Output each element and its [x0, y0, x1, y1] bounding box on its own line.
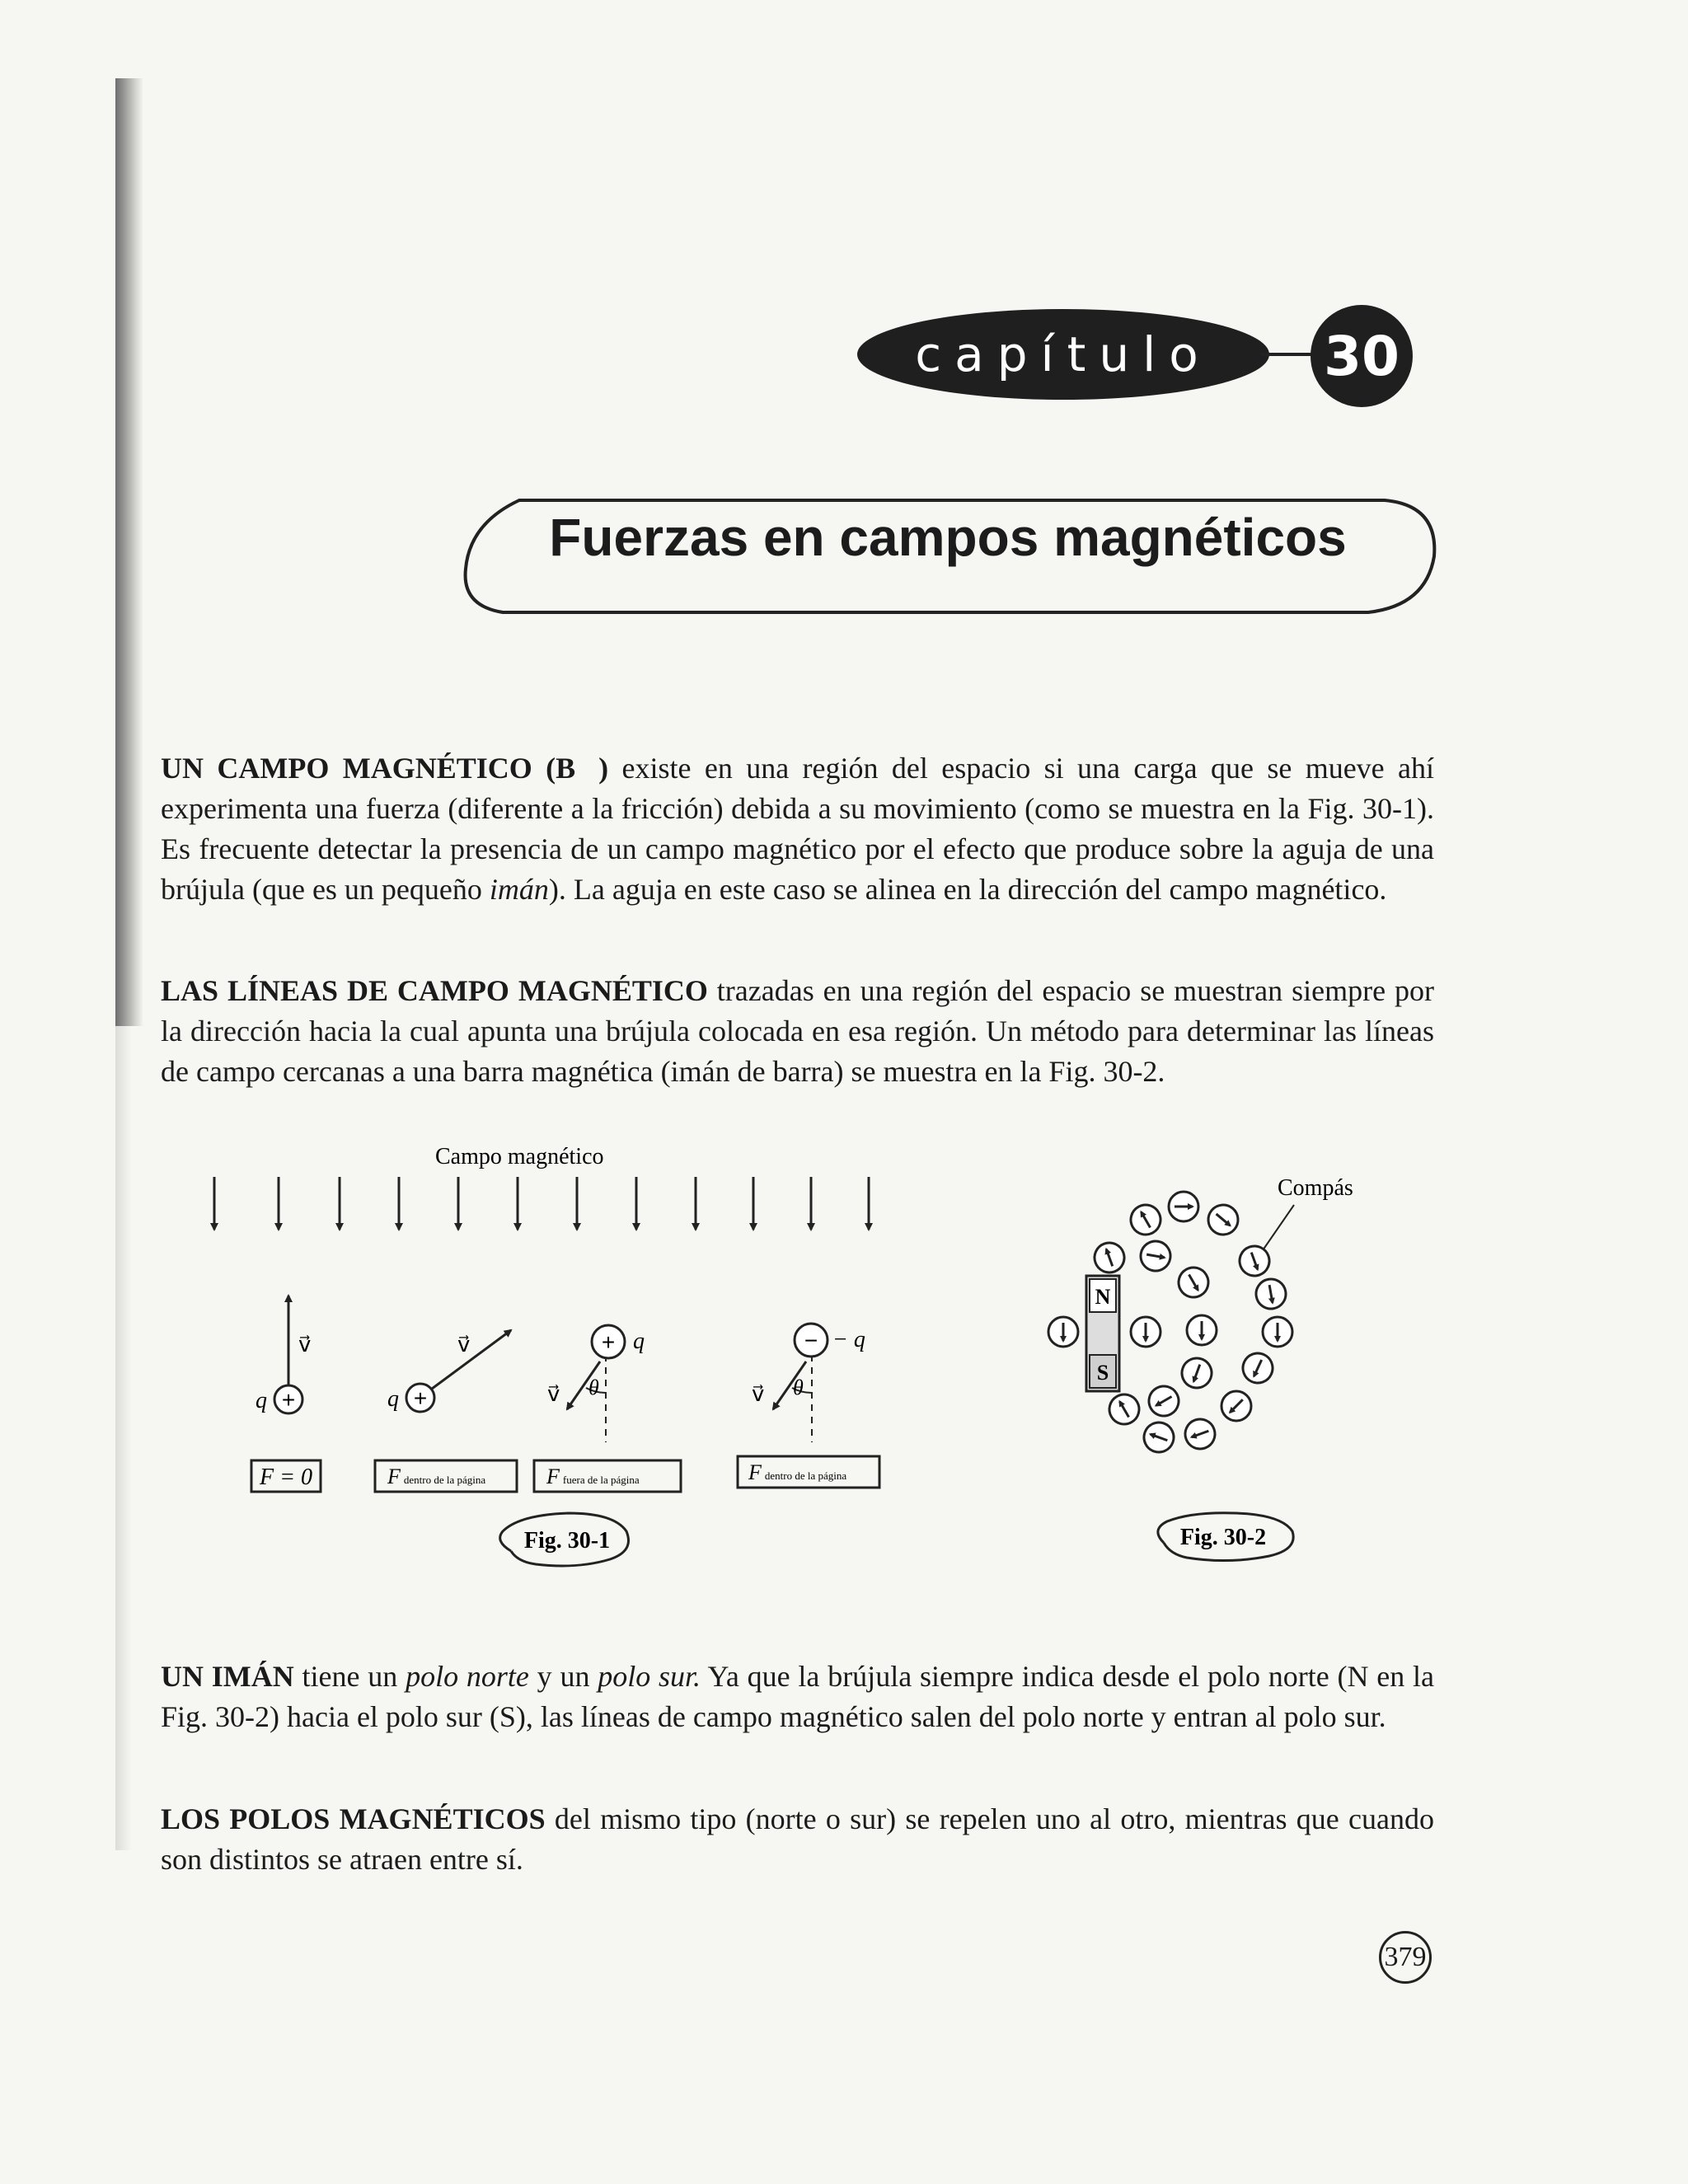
- velocity-label: v⃗: [547, 1382, 560, 1406]
- chapter-word: capítulo: [915, 326, 1212, 382]
- italic-term: imán: [489, 873, 549, 906]
- page-title: Fuerzas en campos magnéticos: [549, 508, 1347, 567]
- paragraph-text: y un: [528, 1660, 598, 1693]
- italic-term: polo sur.: [598, 1660, 701, 1693]
- velocity-label: v⃗: [752, 1382, 765, 1406]
- field-label: Campo magnético: [435, 1144, 604, 1169]
- paragraph-heading: LAS LÍNEAS DE CAMPO MAGNÉTICO: [161, 974, 708, 1007]
- bar-magnet: [1086, 1276, 1119, 1391]
- chapter-number: 30: [1311, 305, 1413, 407]
- paragraph-text: ). La aguja en este caso se alinea en la dirección del campo magnético.: [548, 873, 1387, 906]
- box-f-in-2: Fdentro de la página: [748, 1460, 847, 1484]
- fig-30-1-caption: [500, 1513, 629, 1566]
- velocity-label: v⃗: [298, 1333, 312, 1357]
- south-pole: S: [1096, 1361, 1109, 1385]
- italic-term: polo norte: [406, 1660, 529, 1693]
- paragraph-text: trazadas en una región del espacio se muestran siempre por la dirección hacia la cual apunta una brújula colocada en esa región. Un método para determinar las líneas de campo cercanas a una barra magnética (imán de barra) se muestra en la Fig. 30-2.: [161, 974, 1434, 1088]
- paragraph-text: tiene un: [293, 1660, 406, 1693]
- paragraph-iman: [161, 1657, 1434, 1737]
- force-boxes: [251, 1456, 879, 1492]
- angle-label: θ: [588, 1376, 599, 1399]
- paragraph-heading: LOS POLOS MAGNÉTICOS: [161, 1802, 546, 1835]
- neg-charge-label: − q: [832, 1327, 865, 1352]
- field-arrows: [214, 1177, 869, 1230]
- charge-case-3: [547, 1325, 645, 1442]
- north-pole: N: [1095, 1285, 1111, 1309]
- box-f-in: Fdentro de la página: [387, 1465, 486, 1488]
- charge-label: q: [633, 1329, 645, 1354]
- paragraph-text: Ya que la brújula siempre indica desde el polo norte (N en la Fig. 30-2) hacia el polo sur (S), las líneas de campo magnético salen del polo norte y entran al polo sur.: [161, 1660, 1435, 1733]
- plus-sign: +: [601, 1329, 616, 1355]
- velocity-label: v⃗: [457, 1333, 471, 1357]
- compass-needles: [1048, 1192, 1292, 1456]
- minus-sign: −: [804, 1328, 818, 1353]
- charge-case-1: [256, 1296, 311, 1413]
- charge-case-4: [752, 1324, 865, 1442]
- paragraph-text: existe en una región del espacio si una carga que se mueve ahí experimenta una fuerza (diferente a la fricción) debida a su movimiento (como se muestra en la Fig. 30-1). Es frecuente detectar la presencia de un campo magnético por el efecto que produce sobre la aguja de una brújula (que es un pequeño: [161, 752, 1435, 906]
- charge-case-2: [387, 1330, 511, 1412]
- paragraph-heading: UN IMÁN: [161, 1660, 294, 1693]
- charge-label: q: [256, 1388, 267, 1413]
- paragraph-polos: [161, 1799, 1434, 1880]
- box-f-out: Ffuera de la página: [546, 1465, 640, 1488]
- compass-label: Compás: [1278, 1175, 1353, 1201]
- fig-caption-text: Fig. 30-2: [1179, 1525, 1267, 1550]
- charge-label: q: [387, 1386, 399, 1412]
- angle-label: θ: [793, 1376, 804, 1399]
- field-symbol: (B⃗): [546, 752, 609, 785]
- fig-30-2-caption: [1158, 1513, 1293, 1561]
- box-f-zero: F = 0: [260, 1465, 312, 1490]
- page-number: 379: [1379, 1931, 1432, 1984]
- paragraph-text: del mismo tipo (norte o sur) se repelen uno al otro, mientras que cuando son distintos se atraen entre sí.: [161, 1802, 1434, 1876]
- paragraph-heading: UN CAMPO MAGNÉTICO: [161, 752, 532, 785]
- plus-sign: +: [413, 1385, 428, 1411]
- fig-caption-text: Fig. 30-1: [523, 1528, 611, 1554]
- plus-sign: +: [281, 1387, 296, 1413]
